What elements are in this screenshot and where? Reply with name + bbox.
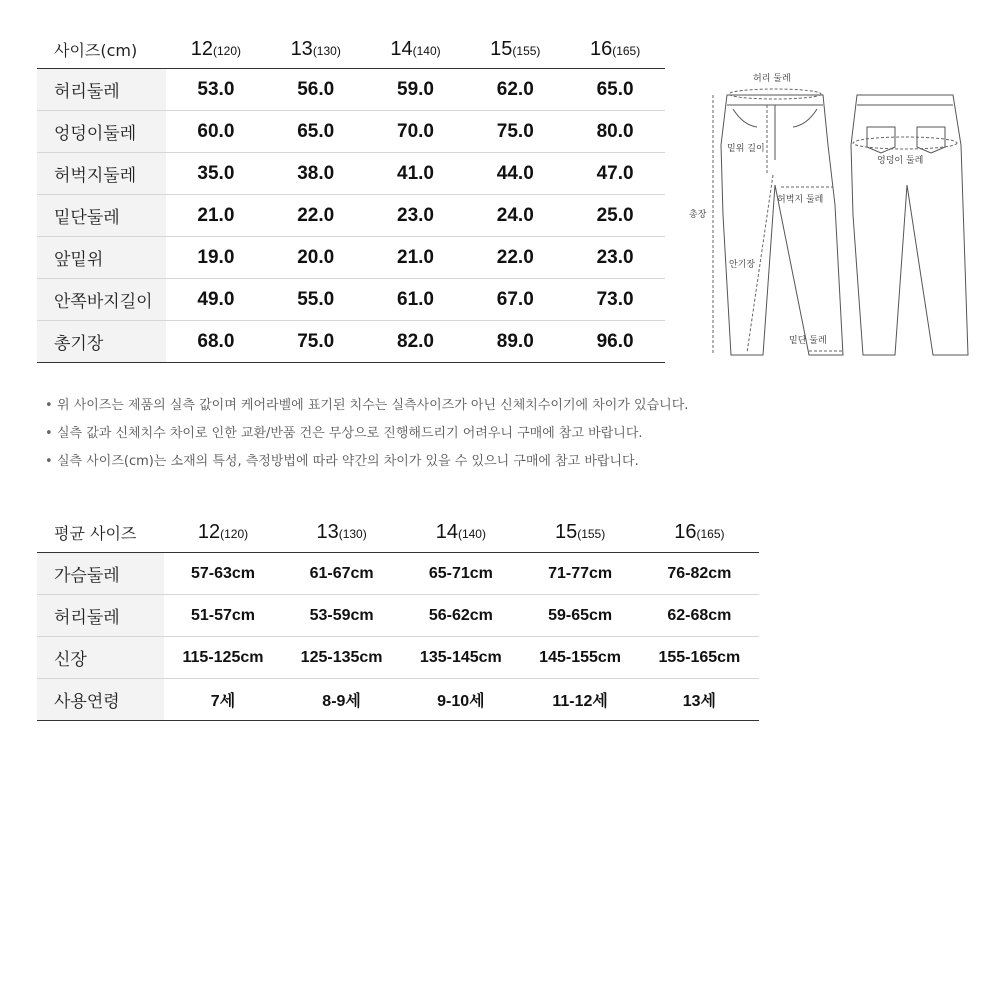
row-label: 사용연령	[37, 679, 164, 721]
table-cell: 53.0	[166, 69, 266, 111]
row-label: 가슴둘레	[37, 553, 164, 595]
table-cell: 145-155cm	[520, 637, 639, 679]
table-cell: 38.0	[266, 153, 366, 195]
front-pocket-left	[733, 109, 757, 127]
avg-col-16	[640, 513, 759, 553]
table-cell: 135-145cm	[401, 637, 520, 679]
size-label: 16	[674, 521, 697, 543]
note-text: 위 사이즈는 제품의 실측 값이며 케어라벨에 표기된 치수는 실측사이즈가 아닌 신체치수이기에 차이가 있습니다.	[57, 398, 689, 413]
table-cell: 76-82cm	[640, 553, 759, 595]
height-label: (120)	[220, 527, 249, 541]
size-col-13	[266, 30, 366, 69]
table-cell: 65.0	[565, 69, 665, 111]
avg-col-15	[520, 513, 639, 553]
table-cell: 71-77cm	[520, 553, 639, 595]
table-cell: 155-165cm	[640, 637, 759, 679]
note-text: 실측 값과 신체치수 차이로 인한 교환/반품 건은 무상으로 진행해드리기 어려우니 구매에 참고 바랍니다.	[57, 426, 643, 441]
table-cell: 49.0	[166, 279, 266, 321]
table-cell: 22.0	[266, 195, 366, 237]
height-label: (130)	[312, 43, 341, 58]
table-cell: 96.0	[565, 321, 665, 363]
table-cell: 62.0	[465, 69, 565, 111]
table-cell: 61.0	[366, 279, 466, 321]
note-item	[45, 420, 688, 448]
table-row	[37, 637, 759, 679]
table-cell: 70.0	[366, 111, 466, 153]
table-cell: 73.0	[565, 279, 665, 321]
table-cell: 8-9세	[282, 679, 401, 721]
height-label: (165)	[612, 43, 641, 58]
row-label: 허벅지둘레	[37, 153, 166, 195]
bullet-icon: •	[45, 454, 53, 469]
table-cell: 68.0	[166, 321, 266, 363]
table-cell: 35.0	[166, 153, 266, 195]
size-label: 12	[190, 37, 214, 60]
table-cell: 75.0	[465, 111, 565, 153]
avg-table-header-row	[37, 513, 759, 553]
table-cell: 23.0	[366, 195, 466, 237]
avg-table-header-label: 평균 사이즈	[37, 513, 164, 553]
size-label: 13	[290, 37, 313, 60]
table-cell: 21.0	[366, 237, 466, 279]
table-cell: 55.0	[266, 279, 366, 321]
size-label: 15	[554, 521, 578, 543]
size-label: 16	[589, 37, 613, 60]
height-label: (155)	[577, 527, 606, 541]
table-row	[37, 153, 665, 195]
table-cell: 60.0	[166, 111, 266, 153]
size-label: 12	[197, 521, 221, 543]
table-cell: 61-67cm	[282, 553, 401, 595]
size-label: 13	[316, 521, 339, 543]
table-cell: 7세	[164, 679, 282, 721]
waist-label: 허리 둘레	[753, 74, 791, 84]
size-label: 14	[435, 521, 458, 543]
note-item	[45, 448, 688, 476]
pants-measurement-diagram	[685, 65, 985, 365]
size-table-header-label: 사이즈(cm)	[37, 30, 166, 69]
table-cell: 11-12세	[520, 679, 639, 721]
row-label: 허리둘레	[37, 69, 166, 111]
row-label: 엉덩이둘레	[37, 111, 166, 153]
size-label: 14	[390, 37, 413, 60]
height-label: (140)	[457, 527, 486, 541]
back-pants-outline	[851, 95, 968, 355]
front-pocket-right	[793, 109, 817, 127]
waist-measure-line	[729, 89, 821, 99]
table-cell: 56-62cm	[401, 595, 520, 637]
table-cell: 125-135cm	[282, 637, 401, 679]
table-cell: 23.0	[565, 237, 665, 279]
table-cell: 82.0	[366, 321, 466, 363]
avg-col-14	[401, 513, 520, 553]
table-cell: 20.0	[266, 237, 366, 279]
table-row	[37, 279, 665, 321]
inseam-label: 안기장	[729, 260, 756, 270]
height-label: (120)	[213, 43, 242, 58]
table-cell: 89.0	[465, 321, 565, 363]
table-cell: 62-68cm	[640, 595, 759, 637]
thigh-label: 허벅지 둘레	[777, 195, 824, 205]
total-length-label: 총장	[689, 210, 707, 220]
table-cell: 75.0	[266, 321, 366, 363]
table-cell: 115-125cm	[164, 637, 282, 679]
avg-col-12	[164, 513, 282, 553]
rise-label: 밑위 길이	[727, 144, 765, 154]
height-label: (130)	[338, 527, 367, 541]
table-cell: 13세	[640, 679, 759, 721]
table-cell: 51-57cm	[164, 595, 282, 637]
table-row	[37, 69, 665, 111]
table-cell: 53-59cm	[282, 595, 401, 637]
front-pants-outline	[721, 95, 843, 355]
row-label: 안쪽바지길이	[37, 279, 166, 321]
table-cell: 65-71cm	[401, 553, 520, 595]
size-notes	[45, 392, 688, 476]
size-col-16	[565, 30, 665, 69]
table-cell: 9-10세	[401, 679, 520, 721]
table-cell: 24.0	[465, 195, 565, 237]
hem-label: 밑단 둘레	[789, 336, 827, 346]
height-label: (165)	[696, 527, 725, 541]
size-measurement-table	[37, 30, 665, 363]
table-cell: 65.0	[266, 111, 366, 153]
hip-label: 엉덩이 둘레	[877, 156, 924, 166]
size-table-header-row	[37, 30, 665, 69]
table-cell: 59.0	[366, 69, 466, 111]
size-col-12	[166, 30, 266, 69]
table-row	[37, 237, 665, 279]
table-cell: 67.0	[465, 279, 565, 321]
row-label: 신장	[37, 637, 164, 679]
row-label: 총기장	[37, 321, 166, 363]
size-label: 15	[490, 37, 513, 60]
table-cell: 41.0	[366, 153, 466, 195]
table-cell: 56.0	[266, 69, 366, 111]
table-cell: 25.0	[565, 195, 665, 237]
table-cell: 59-65cm	[520, 595, 639, 637]
table-cell: 80.0	[565, 111, 665, 153]
table-row	[37, 195, 665, 237]
note-item	[45, 392, 688, 420]
note-text: 실측 사이즈(cm)는 소재의 특성, 측정방법에 따라 약간의 차이가 있을 수 있으니 구매에 참고 바랍니다.	[57, 454, 639, 469]
table-cell: 21.0	[166, 195, 266, 237]
table-row	[37, 595, 759, 637]
row-label: 밑단둘레	[37, 195, 166, 237]
size-col-15	[465, 30, 565, 69]
table-cell: 22.0	[465, 237, 565, 279]
table-row	[37, 679, 759, 721]
height-label: (140)	[412, 43, 441, 58]
avg-col-13	[282, 513, 401, 553]
table-cell: 19.0	[166, 237, 266, 279]
size-col-14	[366, 30, 466, 69]
row-label: 허리둘레	[37, 595, 164, 637]
table-cell: 44.0	[465, 153, 565, 195]
bullet-icon: •	[45, 398, 53, 413]
table-row	[37, 111, 665, 153]
table-cell: 47.0	[565, 153, 665, 195]
average-size-table	[37, 513, 759, 721]
bullet-icon: •	[45, 426, 53, 441]
table-row	[37, 553, 759, 595]
table-cell: 57-63cm	[164, 553, 282, 595]
table-row	[37, 321, 665, 363]
height-label: (155)	[512, 43, 541, 58]
row-label: 앞밑위	[37, 237, 166, 279]
